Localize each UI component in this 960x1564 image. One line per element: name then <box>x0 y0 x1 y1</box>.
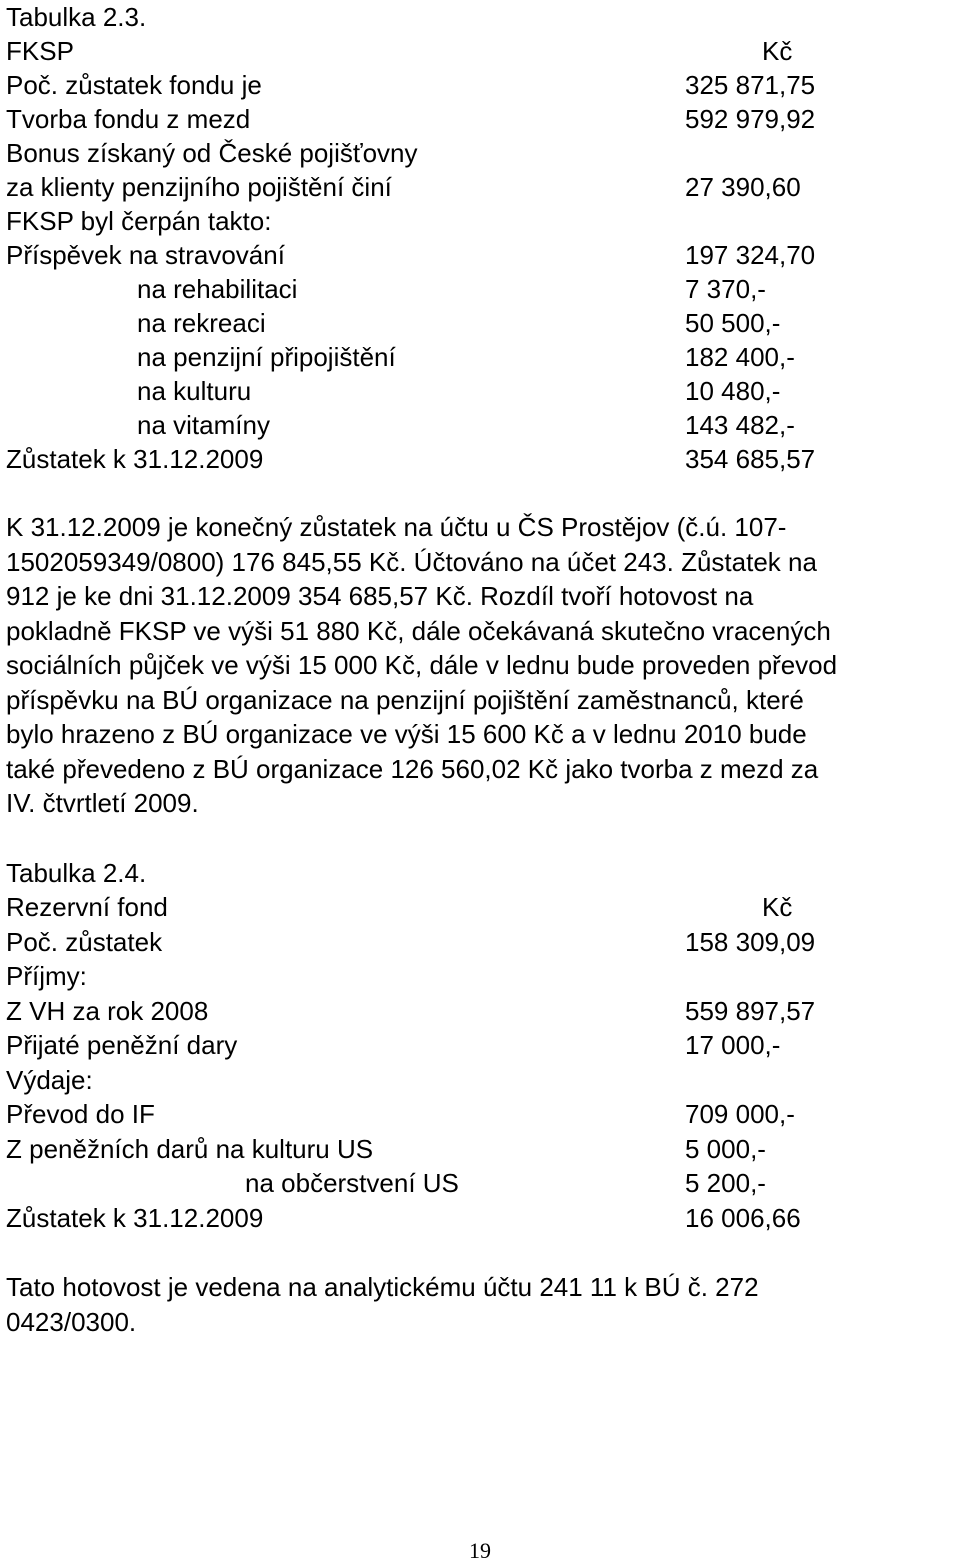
table-row <box>0 204 960 239</box>
row-label: za klienty penzijního pojištění činí <box>6 172 392 202</box>
row-value: 27 390,60 <box>685 172 801 202</box>
table-row <box>0 1028 960 1063</box>
table-row <box>0 68 960 103</box>
row-label: Zůstatek k 31.12.2009 <box>6 1203 264 1233</box>
row-label: na rekreaci <box>137 308 266 338</box>
row-value: 5 200,- <box>685 1168 766 1198</box>
row-label: Poč. zůstatek <box>6 927 163 957</box>
table-row <box>0 925 960 960</box>
row-label: na rehabilitaci <box>137 274 298 304</box>
row-value: 182 400,- <box>685 342 795 372</box>
table-2-4-header <box>0 890 960 925</box>
table-row <box>0 994 960 1029</box>
table-row <box>0 408 960 443</box>
row-value: 709 000,- <box>685 1099 795 1129</box>
table-row <box>0 340 960 375</box>
row-value: 5 000,- <box>685 1134 766 1164</box>
table-row <box>0 238 960 273</box>
table-2-3-caption-text: Tabulka 2.3. <box>6 2 147 32</box>
row-label: Zůstatek k 31.12.2009 <box>6 444 264 474</box>
table-row <box>0 1063 960 1098</box>
row-value: 143 482,- <box>685 410 795 440</box>
row-value: 7 370,- <box>685 274 766 304</box>
row-value: 158 309,09 <box>685 927 816 957</box>
page-number: 19 <box>469 1538 491 1563</box>
row-value: 325 871,75 <box>685 70 816 100</box>
table-2-3-title: FKSP <box>6 36 74 66</box>
paragraph-line: bylo hrazeno z BÚ organizace ve výši 15 600 Kč a v lednu 2010 bude <box>6 719 807 749</box>
table-row <box>0 272 960 307</box>
paragraph-line: sociálních půjček ve výši 15 000 Kč, dále v lednu bude proveden převod <box>6 650 838 680</box>
table-2-3-caption <box>6 0 146 35</box>
paragraph-line: K 31.12.2009 je konečný zůstatek na účtu u ČS Prostějov (č.ú. 107- <box>6 512 787 542</box>
row-label: na penzijní připojištění <box>137 342 396 372</box>
row-label: Z VH za rok 2008 <box>6 996 209 1026</box>
rezervni-fond-paragraph <box>6 1270 956 1339</box>
row-label: Příspěvek na stravování <box>6 240 285 270</box>
table-row <box>0 1201 960 1236</box>
table-row <box>0 442 960 477</box>
row-value: 50 500,- <box>685 308 781 338</box>
table-2-3-currency: Kč <box>762 36 793 66</box>
row-label: Tvorba fondu z mezd <box>6 104 251 134</box>
table-row <box>0 170 960 205</box>
row-label: Bonus získaný od České pojišťovny <box>6 138 418 168</box>
paragraph-line: 1502059349/0800) 176 845,55 Kč. Účtováno na účet 243. Zůstatek na <box>6 546 817 577</box>
row-label: Převod do IF <box>6 1099 155 1129</box>
row-label: na vitamíny <box>137 410 270 440</box>
row-label: Výdaje: <box>6 1065 93 1095</box>
table-row <box>0 306 960 341</box>
row-value: 197 324,70 <box>685 240 816 270</box>
table-row <box>0 1166 960 1201</box>
table-row <box>0 136 960 171</box>
paragraph-line: 912 je ke dni 31.12.2009 354 685,57 Kč. Rozdíl tvoří hotovost na <box>6 581 754 611</box>
paragraph-line: 0423/0300. <box>6 1306 137 1337</box>
fksp-paragraph <box>6 510 956 821</box>
row-value: 354 685,57 <box>685 444 816 474</box>
table-2-3-header <box>0 34 960 69</box>
row-label: Příjmy: <box>6 961 87 991</box>
row-value: 10 480,- <box>685 376 781 406</box>
row-label: na občerstvení US <box>245 1168 459 1198</box>
row-label: Poč. zůstatek fondu je <box>6 70 262 100</box>
table-2-4-title: Rezervní fond <box>6 892 168 922</box>
paragraph-line: Tato hotovost je vedena na analytickému účtu 241 11 k BÚ č. 272 <box>6 1272 759 1302</box>
table-row <box>0 1097 960 1132</box>
table-row <box>0 1132 960 1167</box>
table-row <box>0 102 960 137</box>
paragraph-line: pokladně FKSP ve výši 51 880 Kč, dále očekávaná skutečno vracených <box>6 615 831 646</box>
row-value: 16 006,66 <box>685 1203 801 1233</box>
paragraph-line: příspěvku na BÚ organizace na penzijní pojištění zaměstnanců, které <box>6 684 804 715</box>
row-label: Z peněžních darů na kulturu US <box>6 1134 374 1164</box>
row-label: FKSP byl čerpán takto: <box>6 206 272 236</box>
table-2-4-caption <box>6 856 146 891</box>
row-value: 17 000,- <box>685 1030 781 1060</box>
table-row <box>0 374 960 409</box>
table-2-4-currency: Kč <box>762 892 793 922</box>
row-value: 559 897,57 <box>685 996 816 1026</box>
row-value: 592 979,92 <box>685 104 816 134</box>
paragraph-line: IV. čtvrtletí 2009. <box>6 788 199 818</box>
row-label: na kulturu <box>137 376 252 406</box>
table-2-4-caption-text: Tabulka 2.4. <box>6 858 147 888</box>
table-row <box>0 959 960 994</box>
row-label: Přijaté peněžní dary <box>6 1030 238 1060</box>
paragraph-line: také převedeno z BÚ organizace 126 560,02 Kč jako tvorba z mezd za <box>6 753 819 784</box>
